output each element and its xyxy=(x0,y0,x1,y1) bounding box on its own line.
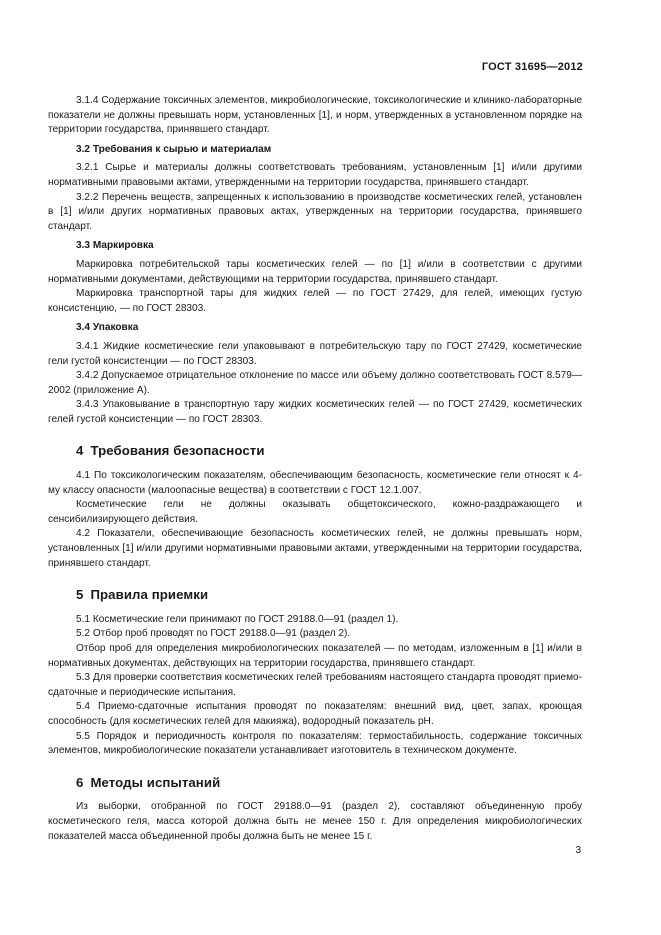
section-4-heading xyxy=(76,444,582,459)
section-6-heading xyxy=(76,776,582,791)
paragraph-4-2: 4.2 Показатели, обеспечивающие безопасность косметических гелей, не должны превышать норм, установленных [1] и/или другими нормативными правовыми актами, утвержденными на территории государства, принявшего стандарт. xyxy=(48,528,582,569)
paragraph-3-3-a: Маркировка потребительской тары косметических гелей — по [1] и/или в соответствии с другими нормативными документами, действующими на территории государства, принявшего стандарт. xyxy=(48,258,582,285)
paragraph-3-3-b: Маркировка транспортной тары для жидких гелей — по ГОСТ 27429, для гелей, имеющих густую консистенцию, — по ГОСТ 28303. xyxy=(48,288,582,314)
paragraph-6: Из выборки, отобранной по ГОСТ 29188.0—91 (раздел 2), составляют объединенную пробу косметического геля, масса которой должна быть не менее 150 г. Для определения микробиологических показателей масса объединенной пробы должна быть не менее 15 г. xyxy=(48,801,582,842)
paragraph-5-2-b: Отбор проб для определения микробиологических показателей — по методам, изложенным в [1] и/или в нормативных документах, действующих на территории государства, принявшего стандарт. xyxy=(48,643,582,669)
section-4-title: Требования безопасности xyxy=(90,443,265,459)
paragraph-3-1-4: 3.1.4 Содержание токсичных элементов, микробиологические, токсикологические и клинико-лабораторные показатели не должны превышать норм, установленных [1], и норм, утвержденных в установленном порядке на территории государства, принявшего стандарт. xyxy=(48,95,582,136)
document-header: ГОСТ 31695—2012 xyxy=(481,61,583,73)
subsection-3-3-heading: 3.3 Маркировка xyxy=(76,240,154,252)
paragraph-3-4-3: 3.4.3 Упаковывание в транспортную тару жидких косметических гелей — по ГОСТ 27429, косметических гелей густой консистенции — по ГОСТ 28303. xyxy=(48,399,582,425)
section-6-number: 6 xyxy=(76,774,84,790)
paragraph-3-2-1: 3.2.1 Сырье и материалы должны соответствовать требованиям, установленным [1] и/или другими нормативными правовыми актами, утвержденными на территории государства, принявшего стандарт. xyxy=(48,162,582,188)
paragraph-3-4-1: 3.4.1 Жидкие косметические гели упаковывают в потребительскую тару по ГОСТ 27429, косметические гели густой консистенции — по ГОСТ 28303. xyxy=(48,340,582,367)
paragraph-4-1-b: Косметические гели не должны оказывать общетоксического, кожно-раздражающего и сенсибилизирующего действия. xyxy=(48,499,582,525)
section-6-title: Методы испытаний xyxy=(90,774,221,790)
paragraph-5-1: 5.1 Косметические гели принимают по ГОСТ 29188.0—91 (раздел 1). xyxy=(76,613,399,625)
paragraph-5-3: 5.3 Для проверки соответствия косметических гелей требованиям настоящего стандарта проводят приемо-сдаточные и периодические испытания. xyxy=(48,672,582,698)
paragraph-3-4-2: 3.4.2 Допускаемое отрицательное отклонение по массе или объему должно соответствовать ГОСТ 8.579—2002 (приложение А). xyxy=(48,370,582,396)
paragraph-5-2: 5.2 Отбор проб проводят по ГОСТ 29188.0—91 (раздел 2). xyxy=(76,628,351,640)
paragraph-4-1: 4.1 По токсикологическим показателям, обеспечивающим безопасность, косметические гели относят к 4-му классу опасности (малоопасные вещества) в соответствии с ГОСТ 12.1.007. xyxy=(48,470,582,496)
section-5-heading xyxy=(76,588,582,603)
subsection-3-2-heading: 3.2 Требования к сырью и материалам xyxy=(76,143,272,155)
paragraph-5-4: 5.4 Приемо-сдаточные испытания проводят по показателям: внешний вид, цвет, запах, кроющая способность (для косметических гелей для макияжа), водородный показатель pH. xyxy=(48,701,582,727)
paragraph-5-5: 5.5 Порядок и периодичность контроля по показателям: термостабильность, содержание токсичных элементов, микробиологические показатели устанавливает изготовитель в техническом документе. xyxy=(48,730,582,757)
paragraph-3-2-2: 3.2.2 Перечень веществ, запрещенных к использованию в производстве косметических гелей, установлен в [1] и/или других нормативных правовых актах, утвержденных на территории государства, принявшего стандарт. xyxy=(48,191,582,232)
document-body xyxy=(48,94,582,844)
section-4-number: 4 xyxy=(76,443,84,459)
page-number: 3 xyxy=(575,845,581,856)
subsection-3-4-heading: 3.4 Упаковка xyxy=(76,322,139,334)
section-5-title: Правила приемки xyxy=(90,587,209,603)
section-5-number: 5 xyxy=(76,587,84,603)
